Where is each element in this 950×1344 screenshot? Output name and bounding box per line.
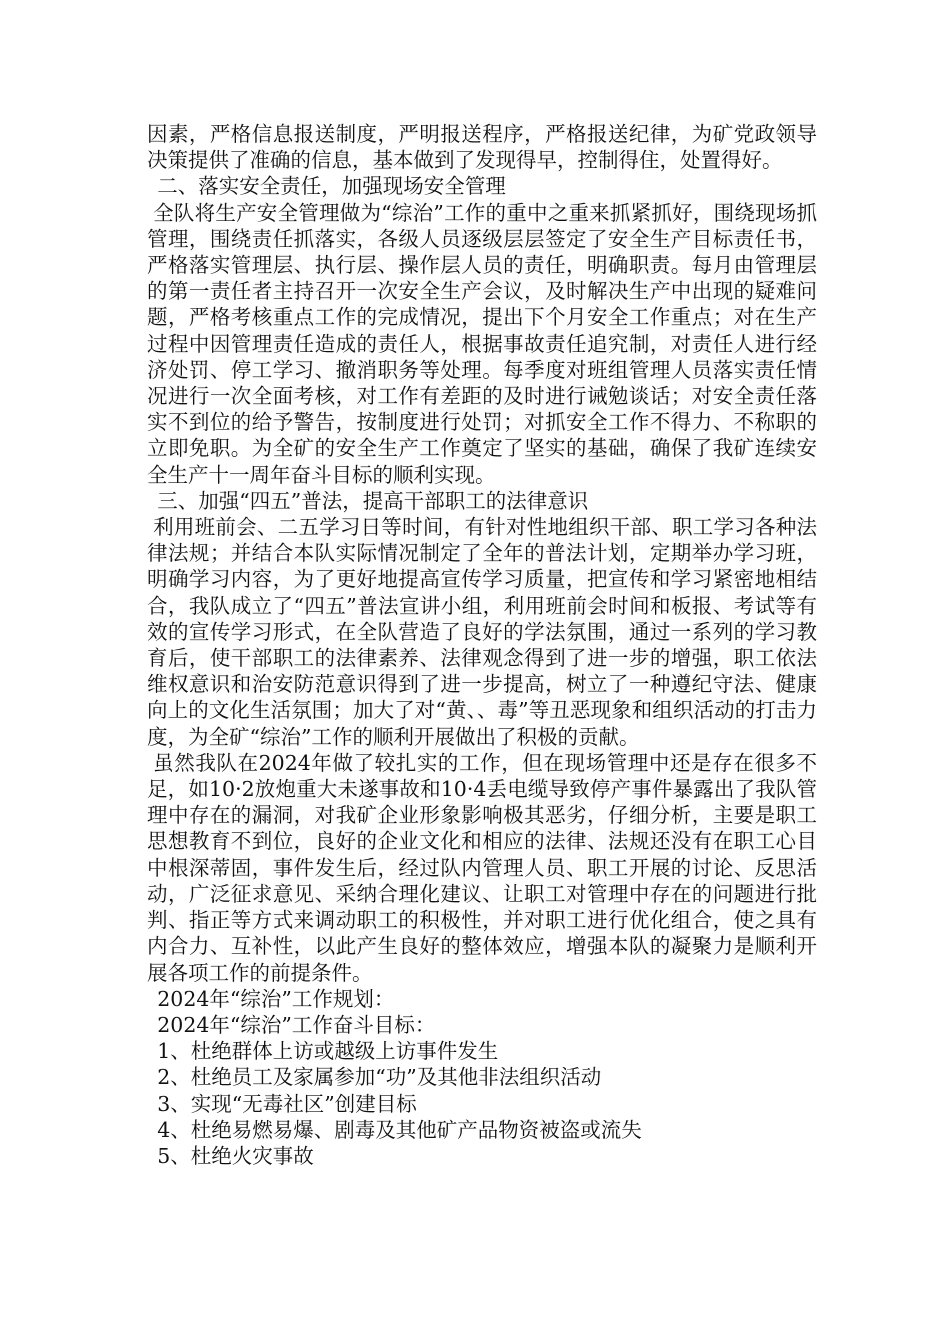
section-heading-2: 二、落实安全责任，加强现场安全管理 <box>157 174 506 199</box>
goal-item-2: 2、杜绝员工及家属参加“功”及其他非法组织活动 <box>157 1065 602 1090</box>
goal-item-4: 4、杜绝易燃易爆、剧毒及其他矿产品物资被盗或流失 <box>157 1117 642 1142</box>
paragraph-safety-responsibility: 全队将生产安全管理做为“综治”工作的重中之重来抓紧抓好，围绕现场抓管理，围绕责任抓落实，各级人员逐级层层签定了安全生产目标责任书，严格落实管理层、执行层、操作层人员的责任，明确职责。每月由管理层的第一责任者主持召开一次安全生产会议，及时解决生产中出现的疑难问题，严格考核重点工作的完成情况，提出下个月安全工作重点；对在生产过程中因管理责任造成的责任人，根据事故责任追究制，对责任人进行经济处罚、停工学习、撤消职务等处理。每季度对班组管理人员落实责任情况进行一次全面考核，对工作有差距的及时进行诫勉谈话；对安全责任落实不到位的给予警告，按制度进行处罚；对抓安全工作不得力、不称职的立即免职。为全矿的安全生产工作奠定了坚实的基础，确保了我矿连续安全生产十一周年奋斗目标的顺利实现。 <box>147 200 817 487</box>
paragraph-intro-continuation: 因素，严格信息报送制度，严明报送程序，严格报送纪律，为矿党政领导决策提供了准确的信息，基本做到了发现得早，控制得住，处置得好。 <box>147 122 817 173</box>
goal-item-5: 5、杜绝火灾事故 <box>157 1143 314 1168</box>
paragraph-legal-education: 利用班前会、二五学习日等时间，有针对性地组织干部、职工学习各种法律法规；并结合本队实际情况制定了全年的普法计划，定期举办学习班，明确学习内容，为了更好地提高宣传学习质量，把宣传和学习紧密地相结合，我队成立了“四五”普法宣讲小组，利用班前会时间和板报、考试等有效的宣传学习形式，在全队营造了良好的学法氛围，通过一系列的学习教育后，使干部职工的法律素养、法律观念得到了进一步的增强，职工依法维权意识和治安防范意识得到了进一步提高，树立了一种遵纪守法、健康向上的文化生活氛围；加大了对“黄、、毒”等丑恶现象和组织活动的打击力度，为全矿“综治”工作的顺利开展做出了积极的贡献。 <box>147 515 817 749</box>
paragraph-shortcomings: 虽然我队在2024年做了较扎实的工作，但在现场管理中还是存在很多不足，如10·2放炮重大未遂事故和10·4丢电缆导致停产事件暴露出了我队管理中存在的漏洞，对我矿企业形象影响极其恶劣，仔细分析，主要是职工思想教育不到位，良好的企业文化和相应的法律、法规还没有在职工心目中根深蒂固，事件发生后，经过队内管理人员、职工开展的讨论、反思活动，广泛征求意见、采纳合理化建议、让职工对管理中存在的问题进行批判、指正等方式来调动职工的积极性，并对职工进行优化组合，使之具有内合力、互补性，以此产生良好的整体效应，增强本队的凝聚力是顺利开展各项工作的前提条件。 <box>147 750 817 985</box>
document-page <box>147 121 817 1169</box>
section-heading-3: 三、加强“四五”普法，提高干部职工的法律意识 <box>157 488 589 513</box>
goal-item-1: 1、杜绝群体上访或越级上访事件发生 <box>157 1039 499 1064</box>
goals-heading: 2024年“综治”工作奋斗目标： <box>157 1012 436 1037</box>
plan-heading: 2024年“综治”工作规划： <box>157 986 395 1011</box>
goal-item-3: 3、实现“无毒社区”创建目标 <box>157 1091 417 1116</box>
